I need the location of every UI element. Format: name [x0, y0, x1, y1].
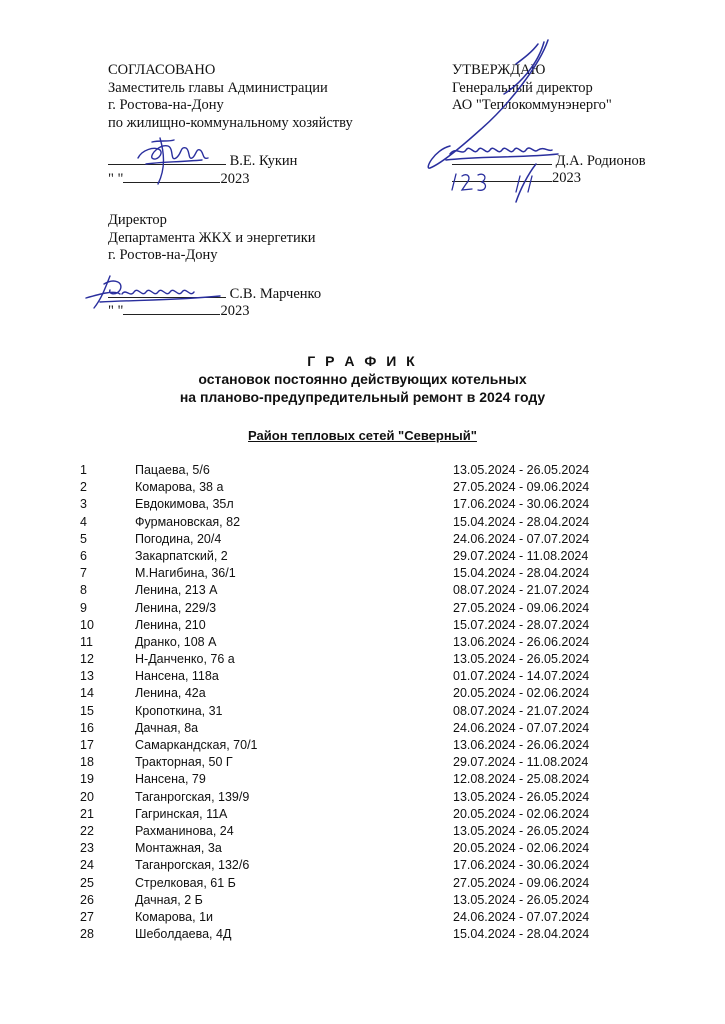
approval-line: Генеральный директор	[452, 79, 593, 96]
schedule-row	[80, 462, 640, 479]
schedule-row	[80, 565, 640, 582]
repair-period: 13.05.2024 - 26.05.2024	[453, 789, 590, 804]
repair-period: 27.05.2024 - 09.06.2024	[453, 600, 590, 615]
schedule-row	[80, 720, 640, 737]
schedule-row	[80, 909, 640, 926]
district-heading	[0, 428, 725, 443]
date-line	[123, 300, 220, 315]
director-approval-block	[108, 212, 408, 318]
boiler-address: Таганрогская, 132/6	[135, 858, 250, 873]
document-title-block	[0, 352, 725, 406]
schedule-row	[80, 806, 640, 823]
schedule-row	[80, 479, 640, 496]
approval-block-right	[452, 62, 702, 185]
schedule-row	[80, 617, 640, 634]
date-row	[108, 168, 398, 186]
boiler-address: Шеболдаева, 4Д	[135, 927, 232, 942]
schedule-row	[80, 548, 640, 565]
row-number: 17	[80, 738, 94, 752]
approval-line: г. Ростова-на-Дону	[108, 97, 224, 113]
boiler-address: Ленина, 42а	[135, 686, 206, 701]
date-row	[452, 167, 702, 185]
schedule-row	[80, 634, 640, 651]
boiler-address: Гагринская, 11А	[135, 806, 228, 821]
document-subtitle: на планово-предупредительный ремонт в 2024 году	[179, 389, 546, 405]
row-number: 14	[80, 686, 94, 701]
signature-line	[452, 150, 552, 165]
boiler-address: Фурмановская, 82	[135, 514, 241, 529]
signature-row	[108, 283, 408, 301]
boiler-address: Н-Данченко, 76 а	[135, 652, 235, 667]
schedule-row	[80, 789, 640, 806]
boiler-address: Закарпатский, 2	[135, 548, 228, 563]
schedule-row	[80, 857, 640, 874]
boiler-address: Комарова, 1и	[135, 909, 214, 924]
row-number: 9	[80, 600, 87, 615]
repair-period: 17.06.2024 - 30.06.2024	[453, 497, 590, 512]
date-year: 2023	[220, 303, 250, 319]
signature-line	[108, 150, 226, 165]
repair-period: 17.06.2024 - 30.06.2024	[453, 858, 590, 873]
approval-heading: УТВЕРЖДАЮ	[452, 62, 546, 78]
repair-period: 27.05.2024 - 09.06.2024	[453, 875, 590, 890]
schedule-row	[80, 668, 640, 685]
signatory-name: Д.А. Родионов	[555, 152, 646, 169]
repair-period: 27.05.2024 - 09.06.2024	[453, 480, 590, 495]
approval-heading: СОГЛАСОВАНО	[108, 62, 216, 78]
schedule-row	[80, 754, 640, 771]
row-number: 26	[80, 892, 94, 907]
row-number: 25	[80, 875, 94, 890]
row-number: 5	[80, 531, 87, 546]
signature-row	[108, 150, 398, 168]
boiler-address: Погодина, 20/4	[135, 531, 222, 546]
repair-period: 13.05.2024 - 26.05.2024	[453, 892, 590, 907]
row-number: 3	[80, 497, 87, 512]
schedule-row	[80, 823, 640, 840]
repair-period: 20.05.2024 - 02.06.2024	[453, 686, 590, 701]
boiler-address: Нансена, 79	[135, 772, 206, 787]
repair-period: 15.04.2024 - 28.04.2024	[453, 566, 590, 581]
signature-line	[108, 283, 226, 298]
boiler-address: Ленина, 213 А	[135, 583, 218, 598]
date-day: " "	[108, 170, 124, 187]
repair-period: 29.07.2024 - 11.08.2024	[453, 548, 589, 563]
schedule-row	[80, 771, 640, 788]
date-line	[452, 167, 552, 182]
repair-period: 13.05.2024 - 26.05.2024	[453, 652, 590, 667]
repair-period: 24.06.2024 - 07.07.2024	[453, 531, 590, 546]
repair-period: 13.06.2024 - 26.06.2024	[453, 738, 590, 752]
row-number: 15	[80, 703, 94, 718]
schedule-list	[80, 462, 640, 943]
repair-period: 13.05.2024 - 26.05.2024	[453, 823, 590, 838]
row-number: 11	[80, 634, 93, 649]
boiler-address: Стрелковая, 61 Б	[135, 875, 236, 890]
signatory-name: С.В. Марченко	[229, 285, 322, 302]
boiler-address: Тракторная, 50 Г	[135, 755, 233, 770]
date-year: 2023	[220, 170, 250, 187]
repair-period: 15.04.2024 - 28.04.2024	[453, 927, 590, 942]
boiler-address: Дранко, 108 А	[135, 634, 217, 649]
repair-period: 20.05.2024 - 02.06.2024	[453, 806, 590, 821]
row-number: 7	[80, 566, 87, 581]
row-number: 27	[80, 909, 94, 924]
schedule-row	[80, 496, 640, 513]
approval-line: г. Ростов-на-Дону	[108, 247, 218, 263]
schedule-row	[80, 840, 640, 857]
row-number: 6	[80, 548, 87, 563]
repair-period: 15.04.2024 - 28.04.2024	[453, 514, 590, 529]
repair-period: 01.07.2024 - 14.07.2024	[453, 669, 590, 684]
document-title: Г Р А Ф И К	[307, 353, 418, 369]
row-number: 1	[80, 463, 87, 477]
schedule-row	[80, 703, 640, 720]
schedule-row	[80, 514, 640, 531]
schedule-row	[80, 600, 640, 617]
boiler-address: Комарова, 38 а	[135, 480, 224, 495]
document-subtitle: остановок постоянно действующих котельных	[198, 371, 527, 387]
boiler-address: Дачная, 2 Б	[135, 892, 203, 907]
row-number: 20	[80, 789, 94, 804]
repair-period: 29.07.2024 - 11.08.2024	[453, 755, 589, 770]
row-number: 18	[80, 755, 94, 770]
repair-period: 24.06.2024 - 07.07.2024	[453, 720, 590, 735]
approval-line: Департамента ЖКХ и энергетики	[108, 229, 316, 246]
approval-block-left	[108, 62, 398, 185]
schedule-row	[80, 582, 640, 599]
row-number: 8	[80, 583, 87, 598]
repair-period: 20.05.2024 - 02.06.2024	[453, 841, 590, 856]
repair-period: 24.06.2024 - 07.07.2024	[453, 909, 590, 924]
approval-line: Заместитель главы Администрации	[108, 79, 328, 96]
district-name: Район тепловых сетей "Северный"	[248, 428, 477, 443]
repair-period: 08.07.2024 - 21.07.2024	[453, 703, 590, 718]
row-number: 4	[80, 514, 87, 529]
date-line	[123, 168, 220, 183]
repair-period: 13.05.2024 - 26.05.2024	[453, 463, 590, 477]
repair-period: 12.08.2024 - 25.08.2024	[453, 772, 590, 787]
boiler-address: Евдокимова, 35л	[135, 497, 234, 512]
row-number: 10	[80, 617, 94, 632]
row-number: 21	[80, 806, 94, 821]
boiler-address: Нансена, 118а	[135, 669, 219, 684]
row-number: 23	[80, 841, 94, 856]
boiler-address: Кропоткина, 31	[135, 703, 223, 718]
repair-period: 08.07.2024 - 21.07.2024	[453, 583, 590, 598]
schedule-row	[80, 685, 640, 702]
row-number: 12	[80, 652, 94, 667]
repair-period: 13.06.2024 - 26.06.2024	[453, 634, 590, 649]
boiler-address: Ленина, 229/3	[135, 600, 217, 615]
row-number: 16	[80, 720, 94, 735]
row-number: 2	[80, 480, 87, 495]
schedule-row	[80, 737, 640, 754]
boiler-address: Самаркандская, 70/1	[135, 738, 258, 752]
boiler-address: Пацаева, 5/6	[135, 463, 210, 477]
schedule-row	[80, 892, 640, 909]
boiler-address: М.Нагибина, 36/1	[135, 566, 236, 581]
boiler-address: Монтажная, 3а	[135, 841, 222, 856]
row-number: 28	[80, 927, 94, 942]
row-number: 19	[80, 772, 94, 787]
schedule-row	[80, 531, 640, 548]
boiler-address: Дачная, 8а	[135, 720, 199, 735]
schedule-row	[80, 926, 640, 943]
repair-period: 15.07.2024 - 28.07.2024	[453, 617, 590, 632]
boiler-address: Таганрогская, 139/9	[135, 789, 250, 804]
approval-line: Директор	[108, 212, 167, 228]
row-number: 24	[80, 858, 94, 873]
schedule-row	[80, 651, 640, 668]
signature-row	[452, 150, 702, 168]
date-year: 2023	[552, 170, 581, 186]
row-number: 13	[80, 669, 94, 684]
boiler-address: Ленина, 210	[135, 617, 206, 632]
signatory-name: В.Е. Кукин	[229, 153, 298, 169]
date-row	[108, 300, 408, 318]
schedule-row	[80, 875, 640, 892]
row-number: 22	[80, 823, 94, 838]
date-day: " "	[108, 303, 124, 319]
boiler-address: Рахманинова, 24	[135, 823, 234, 838]
approval-line: по жилищно-коммунальному хозяйству	[108, 114, 353, 131]
approval-line: АО "Теплокоммунэнерго"	[452, 97, 612, 113]
